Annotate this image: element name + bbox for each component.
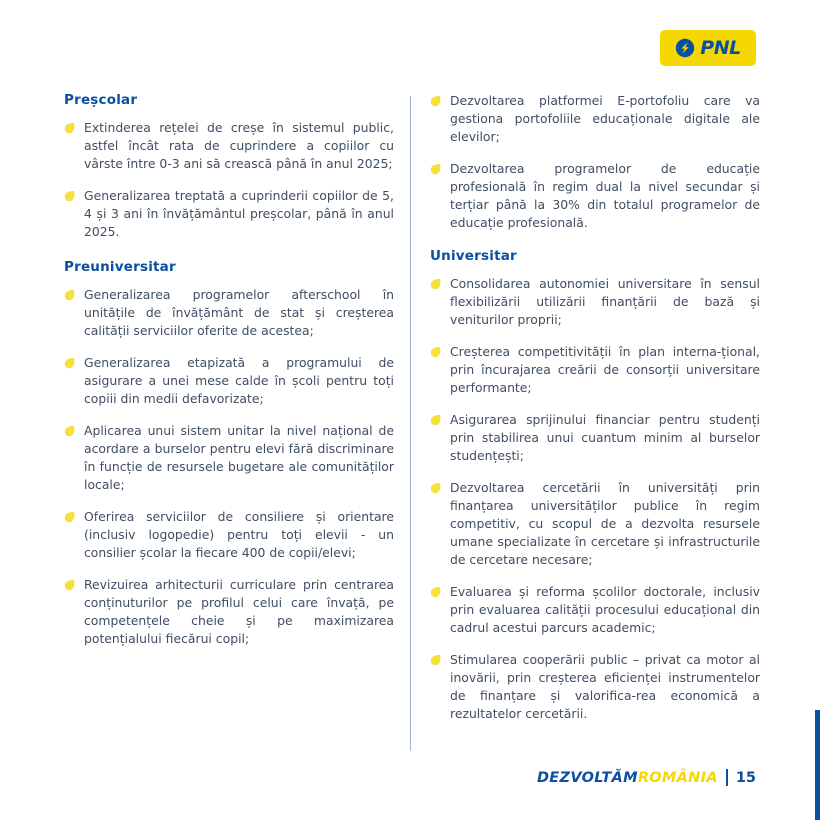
list-item-text: Revizuirea arhitecturii curriculare prin centrarea conținuturilor pe profilul celui care învață, pe competențele cheie și pe maximizarea potențialului fiecărui copil; [84,576,394,646]
list-item-text: Evaluarea și reforma școlilor doctorale, inclusiv prin evaluarea calității procesului educațional din cadrul acestui parcurs academic; [450,583,760,635]
list-item [430,343,760,397]
list-item [430,160,760,232]
list-item-text: Stimularea cooperării public – privat ca motor al inovării, prin creșterea eficienței instrumentelor de finanțare și valorifica-rea economică a rezultatelor cercetării. [450,651,760,721]
section-title-preuniversitar: Preuniversitar [64,258,176,275]
footer-divider [726,769,728,786]
list-item-text: Dezvoltarea platformei E-portofoliu care va gestiona portofoliile educaționale digitale ale elevilor; [450,93,760,144]
list-item [64,422,394,494]
list-item [430,92,760,146]
list-item-text: Dezvoltarea cercetării în universități prin finanțarea universităților publice în regim competitiv, cu scopul de a dezvolta resursele umane specializate în cercetare și infrastructurile de cercetare necesare; [450,479,760,567]
left-column [64,92,410,751]
leaf-bullet-icon [430,278,441,290]
list-item-text: Asigurarea sprijinului financiar pentru studenți prin stabilirea unui cuantum minim al burselor studențești; [450,411,760,463]
content-columns [64,92,764,751]
footer-brand-part1: DEZVOLTĂM [536,769,638,786]
list-item [430,411,760,465]
right-column [430,92,760,751]
section-title-prescolar: Preșcolar [64,92,138,108]
leaf-bullet-icon [64,357,75,369]
list-item-text: Creșterea competitivității în plan interna-țional, prin încurajarea creării de consorții universitare performante; [450,343,760,395]
list-item [64,286,394,340]
page-number: 15 [735,769,756,786]
list-item-text: Extinderea rețelei de creșe în sistemul public, astfel încât rata de cuprindere a copiilor cu vârste între 0-3 ani să crească până în anul 2025; [84,120,394,171]
leaf-bullet-icon [430,654,441,666]
bullet-list-preuniversitar [64,286,394,648]
list-item [64,576,394,648]
list-item [430,479,760,569]
list-item [430,651,760,723]
list-item [64,187,394,241]
leaf-bullet-icon [64,511,75,523]
pnl-logo-text: PNL [700,37,741,59]
list-item [64,354,394,408]
list-item-text: Oferirea serviciilor de consiliere și orientare (inclusiv logopedie) pentru toți elevii - un consilier școlar la fiecare 400 de copii/elevi; [84,508,394,560]
list-item-text: Aplicarea unui sistem unitar la nivel național de acordare a burselor pentru elevi fără discriminare în funcție de resursele bugetare ale comunităților locale; [84,422,394,492]
footer-brand [537,770,718,786]
leaf-bullet-icon [64,289,75,301]
leaf-bullet-icon [64,425,75,437]
bullet-list-prescolar [64,119,394,241]
leaf-bullet-icon [430,586,441,598]
list-item [430,583,760,637]
column-divider [410,96,411,751]
list-item [64,119,394,173]
footer-brand-part2: ROMÂNIA [637,769,718,786]
list-item-text: Consolidarea autonomiei universitare în sensul flexibilizării utilizării finanțării de bază și veniturilor proprii; [450,275,760,327]
list-item [64,508,394,562]
page-footer [537,769,756,786]
list-item [430,275,760,329]
leaf-bullet-icon [430,163,441,175]
leaf-bullet-icon [430,414,441,426]
pnl-star-icon [675,38,695,58]
list-item-text: Dezvoltarea programelor de educație profesională în regim dual la nivel secundar și terțiar până la 30% din totalul programelor de educație profesională. [450,160,760,230]
leaf-bullet-icon [64,190,75,202]
leaf-bullet-icon [64,579,75,591]
footer-accent-bar [815,710,820,820]
leaf-bullet-icon [430,95,441,107]
bullet-list-universitar [430,275,760,723]
leaf-bullet-icon [430,482,441,494]
leaf-bullet-icon [64,122,75,134]
list-item-text: Generalizarea etapizată a programului de asigurare a unei mese calde în școli pentru toți copiii din medii defavorizate; [84,354,394,406]
list-item-text: Generalizarea programelor afterschool în unitățile de învățământ de stat și creșterea calității serviciilor oferite de acestea; [84,286,394,338]
section-title-universitar: Universitar [430,247,517,264]
pnl-logo [660,30,756,66]
list-item-text: Generalizarea treptată a cuprinderii copiilor de 5, 4 și 3 ani în învățământul preșcolar, până în anul 2025. [84,187,394,239]
bullet-list-continuation [430,92,760,232]
leaf-bullet-icon [430,346,441,358]
